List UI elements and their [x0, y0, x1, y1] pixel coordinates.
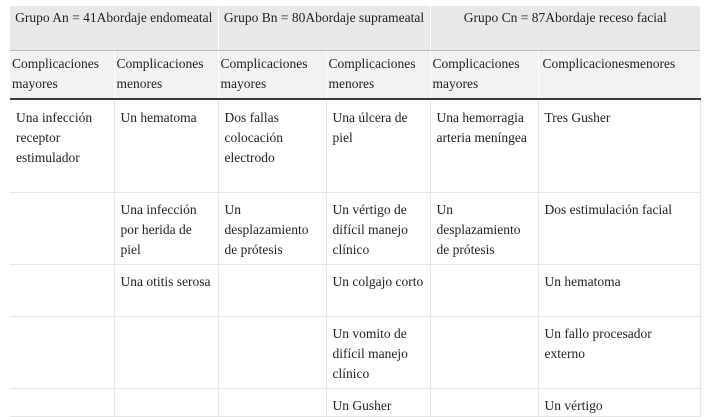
table-cell: [114, 389, 218, 417]
table-cell: Un fallo procesador externo: [538, 317, 700, 389]
group-c-header: Grupo Cn = 87Abordaje receso facial: [430, 6, 700, 51]
table-cell: Un desplazamiento de prótesis: [430, 193, 538, 265]
table-cell: Un desplazamiento de prótesis: [218, 193, 326, 265]
table-cell: Una infección por herida de piel: [114, 193, 218, 265]
table-cell: Una infección receptor estimulador: [10, 99, 114, 193]
group-c-major-header: Complicaciones mayores: [430, 51, 538, 100]
table-cell: Tres Gusher: [538, 99, 700, 193]
table-cell: [10, 193, 114, 265]
group-a-major-header: Complicaciones mayores: [10, 51, 114, 100]
table-cell: Una otitis serosa: [114, 265, 218, 317]
table-cell: [430, 389, 538, 417]
group-a-header: Grupo An = 41Abordaje endomeatal: [10, 6, 218, 51]
group-b-minor-header: Complicaciones menores: [326, 51, 430, 100]
table-cell: [114, 317, 218, 389]
table-cell: [218, 265, 326, 317]
table-cell: Un colgajo corto: [326, 265, 430, 317]
table-cell: Un vértigo de difícil manejo clínico: [326, 193, 430, 265]
group-c-minor-header: Complicacionesmenores: [538, 51, 700, 100]
table-row: [10, 99, 700, 193]
table-cell: Un vomito de difícil manejo clínico: [326, 317, 430, 389]
table-cell: Una hemorragia arteria meníngea: [430, 99, 538, 193]
table-cell: [10, 389, 114, 417]
table-cell: Un hematoma: [538, 265, 700, 317]
group-a-minor-header: Complicaciones menores: [114, 51, 218, 100]
group-b-major-header: Complicaciones mayores: [218, 51, 326, 100]
table-cell: Dos estimulación facial: [538, 193, 700, 265]
table-cell: Un Gusher: [326, 389, 430, 417]
table-cell: [10, 265, 114, 317]
subheader-row: [10, 51, 700, 100]
table-row: [10, 317, 700, 389]
table-row: [10, 193, 700, 265]
group-header-row: [10, 6, 700, 51]
table-row: [10, 265, 700, 317]
table-cell: Una úlcera de piel: [326, 99, 430, 193]
complications-table: [10, 6, 701, 417]
table-cell: [430, 317, 538, 389]
table-cell: Un vértigo: [538, 389, 700, 417]
complications-table-container: [10, 6, 700, 417]
table-cell: Un hematoma: [114, 99, 218, 193]
table-cell: [10, 317, 114, 389]
table-cell: Dos fallas colocación electrodo: [218, 99, 326, 193]
table-cell: [218, 389, 326, 417]
table-row: [10, 389, 700, 417]
table-cell: [218, 317, 326, 389]
table-cell: [430, 265, 538, 317]
group-b-header: Grupo Bn = 80Abordaje suprameatal: [218, 6, 430, 51]
